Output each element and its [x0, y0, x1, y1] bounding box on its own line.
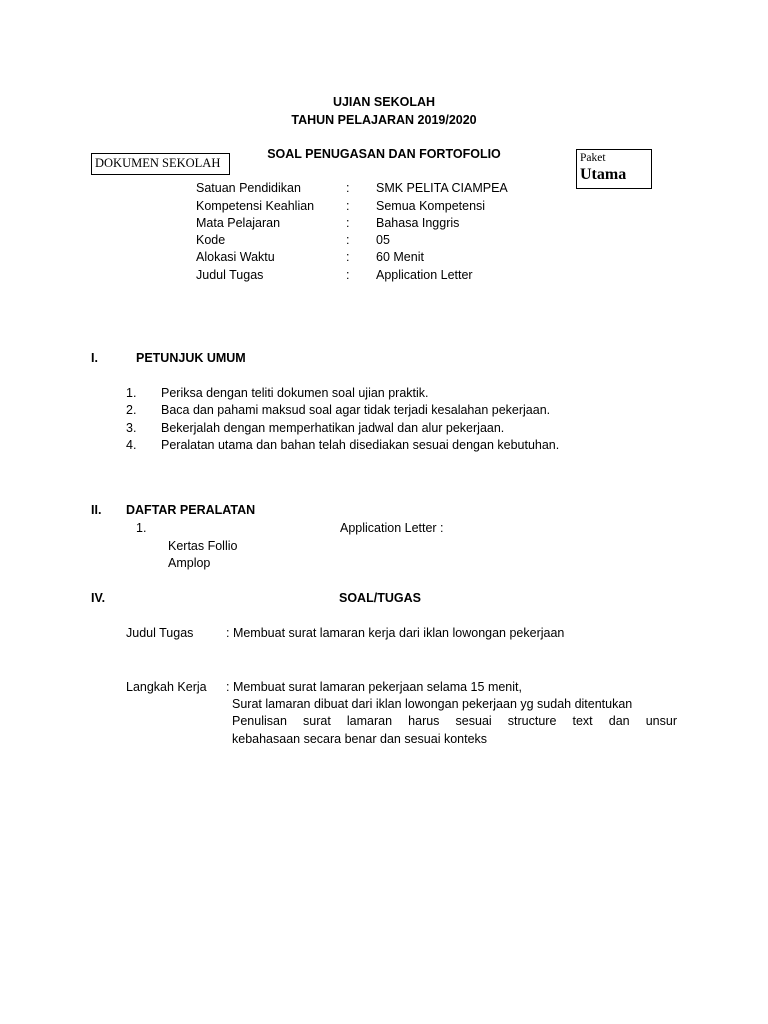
dokumen-sekolah-box — [91, 153, 230, 175]
info-separator: : — [346, 268, 350, 282]
info-separator: : — [346, 199, 350, 213]
info-separator: : — [346, 181, 350, 195]
info-value: Semua Kompetensi — [376, 199, 486, 213]
paket-box — [576, 149, 652, 189]
paket-label: Paket — [580, 152, 606, 164]
section-title: PETUNJUK UMUM — [136, 351, 246, 365]
list-item: Periksa dengan teliti dokumen soal ujian praktik. — [161, 386, 429, 400]
exam-title: UJIAN SEKOLAH — [332, 95, 436, 109]
info-separator: : — [346, 250, 350, 264]
material-item: Amplop — [168, 556, 211, 570]
judul-tugas-value: : Membuat surat lamaran kerja dari iklan lowongan pekerjaan — [226, 626, 565, 640]
info-value: SMK PELITA CIAMPEA — [376, 181, 508, 195]
langkah-kerja-label: Langkah Kerja — [126, 680, 207, 694]
list-item: Bekerjalah dengan memperhatikan jadwal dan alur pekerjaan. — [161, 421, 505, 435]
list-item-number: 4. — [126, 438, 137, 452]
info-separator: : — [346, 233, 350, 247]
academic-year: TAHUN PELAJARAN 2019/2020 — [291, 113, 477, 127]
document-subtitle: SOAL PENUGASAN DAN FORTOFOLIO — [267, 147, 501, 161]
section-title: SOAL/TUGAS — [339, 591, 421, 605]
section-number: IV. — [91, 591, 106, 605]
section-title: DAFTAR PERALATAN — [126, 503, 256, 517]
info-value: 60 Menit — [376, 250, 424, 264]
list-item-number: 3. — [126, 421, 137, 435]
info-label: Mata Pelajaran — [196, 216, 281, 230]
section-number: II. — [91, 503, 102, 517]
list-item-number: 2. — [126, 403, 137, 417]
langkah-kerja-line: : Membuat surat lamaran pekerjaan selama 15 menit, — [226, 680, 522, 694]
paket-value: Utama — [580, 166, 627, 183]
info-label: Kode — [196, 233, 226, 247]
dokumen-sekolah-label: DOKUMEN SEKOLAH — [95, 156, 221, 170]
info-label: Satuan Pendidikan — [196, 181, 301, 195]
langkah-kerja-line: kebahasaan secara benar dan sesuai konteks — [232, 732, 488, 746]
info-value: 05 — [376, 233, 390, 247]
equipment-item-title: Application Letter : — [340, 521, 444, 535]
info-label: Judul Tugas — [196, 268, 264, 282]
info-label: Kompetensi Keahlian — [196, 199, 315, 213]
list-item: Peralatan utama dan bahan telah disediakan sesuai dengan kebutuhan. — [161, 438, 560, 452]
list-item-number: 1. — [126, 386, 137, 400]
judul-tugas-label: Judul Tugas — [126, 626, 194, 640]
info-value: Bahasa Inggris — [376, 216, 460, 230]
info-value: Application Letter — [376, 268, 473, 282]
info-separator: : — [346, 216, 350, 230]
info-label: Alokasi Waktu — [196, 250, 275, 264]
section-number: I. — [91, 351, 98, 365]
material-item: Kertas Follio — [168, 539, 238, 553]
equipment-item-number: 1. — [136, 521, 147, 535]
langkah-kerja-line: Penulisan surat lamaran harus sesuai structure text dan unsur — [232, 714, 677, 728]
list-item: Baca dan pahami maksud soal agar tidak terjadi kesalahan pekerjaan. — [161, 403, 551, 417]
langkah-kerja-line: Surat lamaran dibuat dari iklan lowongan pekerjaan yg sudah ditentukan — [232, 697, 633, 711]
